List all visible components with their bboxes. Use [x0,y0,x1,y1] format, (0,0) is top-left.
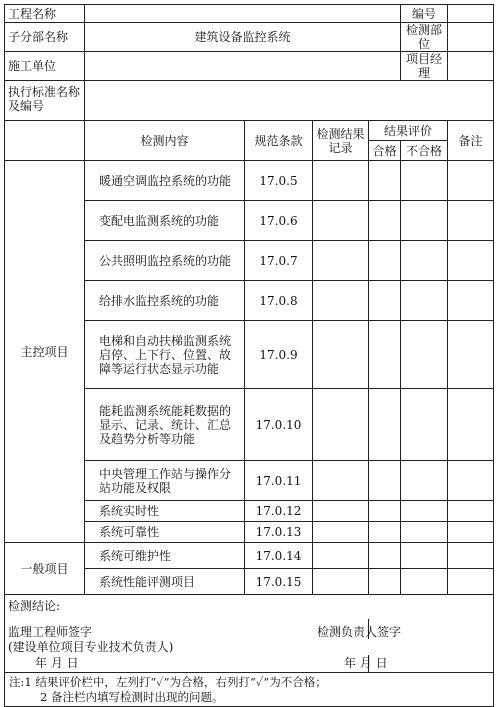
fail-cell[interactable] [401,241,448,281]
conclusion-label: 检测结论: [5,595,494,619]
pass-cell[interactable] [369,281,401,321]
remarks-cell[interactable] [448,281,494,321]
pass-cell[interactable] [369,161,401,201]
pass-cell[interactable] [369,201,401,241]
pass-cell[interactable] [369,321,401,389]
item-content: 系统可靠性 [85,522,245,543]
result-record-cell[interactable] [313,501,369,522]
item-clause: 17.0.10 [245,389,313,461]
item-content: 公共照明监控系统的功能 [85,241,245,281]
col-remarks-header: 备注 [448,121,494,161]
result-record-cell[interactable] [313,461,369,501]
conclusion-row [5,595,494,619]
pass-cell[interactable] [369,501,401,522]
standard-label: 执行标准名称及编号 [5,81,85,121]
item-content: 中央管理工作站与操作分站功能及权限 [85,461,245,501]
inspection-dept-label: 检测部位 [401,23,448,52]
inspector-label: 检测负责人签字 [317,619,442,639]
fail-cell[interactable] [401,522,448,543]
result-record-cell[interactable] [313,569,369,595]
standard-value[interactable] [85,81,494,121]
remarks-cell[interactable] [448,241,494,281]
remarks-cell[interactable] [448,501,494,522]
fail-cell[interactable] [401,461,448,501]
item-clause: 17.0.9 [245,321,313,389]
item-content: 电梯和自动扶梯监测系统启停、上下行、位置、故障等运行状态显示功能 [85,321,245,389]
column-header-row-1 [5,121,494,141]
fail-cell[interactable] [401,569,448,595]
item-content: 暖通空调监控系统的功能 [85,161,245,201]
remarks-cell[interactable] [448,569,494,595]
project-manager-label: 项目经理 [401,52,448,81]
pass-cell[interactable] [369,569,401,595]
result-record-cell[interactable] [313,321,369,389]
fail-cell[interactable] [401,161,448,201]
notes-row [5,673,494,707]
code-label: 编号 [401,5,448,23]
item-clause: 17.0.5 [245,161,313,201]
signature-row [5,619,494,639]
item-content: 给排水监控系统的功能 [85,281,245,321]
remarks-cell[interactable] [448,389,494,461]
result-record-cell[interactable] [313,201,369,241]
result-record-cell[interactable] [313,389,369,461]
pass-cell[interactable] [369,389,401,461]
item-content: 能耗监测系统能耗数据的显示、记录、统计、汇总及趋势分析等功能 [85,389,245,461]
construction-unit-value[interactable] [85,52,401,81]
result-record-cell[interactable] [313,522,369,543]
pass-cell[interactable] [369,543,401,569]
subsection-row [5,23,494,52]
group-general-label: 一般项目 [5,543,85,595]
fail-cell[interactable] [401,321,448,389]
project-name-row [5,5,494,23]
subsection-value[interactable]: 建筑设备监控系统 [85,23,401,52]
remarks-cell[interactable] [448,543,494,569]
group-header-blank [5,121,85,161]
col-pass-header: 合格 [369,141,401,161]
item-clause: 17.0.14 [245,543,313,569]
fail-cell[interactable] [401,281,448,321]
remarks-cell[interactable] [448,321,494,389]
item-content: 变配电监测系统的功能 [85,201,245,241]
supervisor-sub: (建设单位项目专业技术负责人) [5,639,494,655]
remarks-cell[interactable] [448,522,494,543]
item-clause: 17.0.11 [245,461,313,501]
item-clause: 17.0.15 [245,569,313,595]
col-fail-header: 不合格 [401,141,448,161]
result-record-cell[interactable] [313,161,369,201]
table-row [5,543,494,569]
item-content: 系统可维护性 [85,543,245,569]
note-2: 2 备注栏内填写检测时出现的问题。 [40,689,224,704]
fail-cell[interactable] [401,201,448,241]
col-clause-header: 规范条款 [245,121,313,161]
pass-cell[interactable] [369,241,401,281]
signature-sub-row [5,639,494,655]
result-record-cell[interactable] [313,543,369,569]
supervisor-date: 年 月 日 [5,655,369,673]
col-content-header: 检测内容 [85,121,245,161]
result-record-cell[interactable] [313,281,369,321]
construction-unit-row [5,52,494,81]
standard-row [5,81,494,121]
remarks-cell[interactable] [448,201,494,241]
fail-cell[interactable] [401,501,448,522]
col-record-header: 检测结果记录 [313,121,369,161]
item-clause: 17.0.7 [245,241,313,281]
result-record-cell[interactable] [313,241,369,281]
inspection-dept-value[interactable] [448,23,494,52]
date-row [5,655,494,673]
inspector-date: 年 月 日 [341,655,466,673]
code-value[interactable] [448,5,494,23]
pass-cell[interactable] [369,522,401,543]
remarks-cell[interactable] [448,461,494,501]
table-row [5,161,494,201]
fail-cell[interactable] [401,389,448,461]
inspection-table [4,4,494,707]
item-content: 系统性能评测项目 [85,569,245,595]
project-name-value[interactable] [85,5,401,23]
supervisor-label: 监理工程师签字 [5,619,369,639]
col-result-header: 结果评价 [369,121,448,141]
subsection-label: 子分部名称 [5,23,85,52]
notes-cell [5,673,494,707]
pass-cell[interactable] [369,461,401,501]
project-manager-value[interactable] [448,52,494,81]
item-clause: 17.0.12 [245,501,313,522]
note-1: 注:1 结果评价栏中，左列打“✓”为合格，右列打“✓”为不合格； [9,674,327,689]
project-name-label: 工程名称 [5,5,85,23]
item-clause: 17.0.13 [245,522,313,543]
item-content: 系统实时性 [85,501,245,522]
construction-unit-label: 施工单位 [5,52,85,81]
fail-cell[interactable] [401,543,448,569]
item-clause: 17.0.8 [245,281,313,321]
item-clause: 17.0.6 [245,201,313,241]
group-main-label: 主控项目 [5,161,85,543]
remarks-cell[interactable] [448,161,494,201]
